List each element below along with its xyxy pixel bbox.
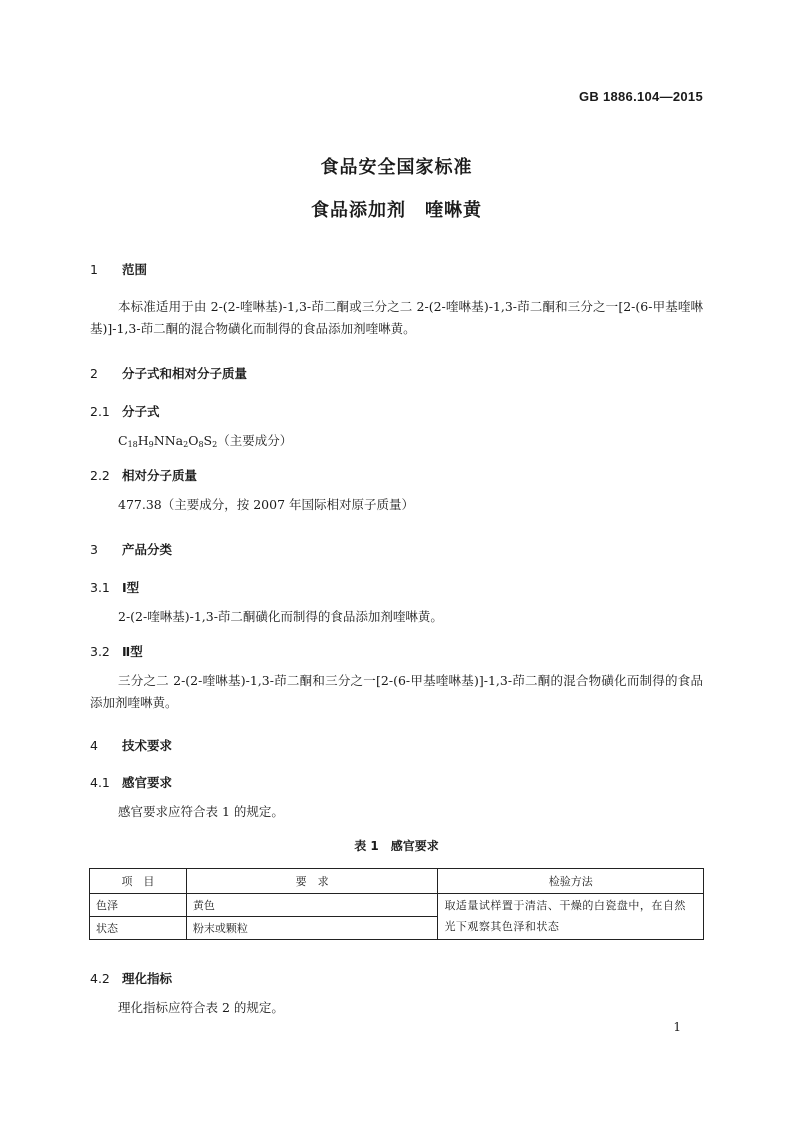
row-item: 状态 [90,917,187,940]
subsection-title: Ⅱ型 [122,644,143,659]
section-3-2-heading [90,642,143,660]
sensory-paragraph: 感官要求应符合表 1 的规定。 [118,804,284,819]
row-requirement: 粉末或颗粒 [186,917,438,940]
section-title: 范围 [122,262,148,277]
type-2-paragraph: 三分之二 2-(2-喹啉基)-1,3-茚二酮和三分之一[2-(6-甲基喹啉基)]-1,3-茚二酮的混合物磺化而制得的食品添加剂喹啉黄。 [90,673,703,710]
section-1-heading [90,260,147,278]
section-3-heading [90,540,172,558]
table-row [90,894,704,917]
section-title: 分子式和相对分子质量 [122,366,248,381]
section-number: 4 [90,738,98,753]
section-2-2-heading [90,466,197,484]
subsection-title: Ⅰ型 [122,580,140,595]
subsection-number: 4.2 [90,971,110,986]
table-header-row [90,869,704,894]
subsection-title: 相对分子质量 [122,468,198,483]
standard-number: GB 1886.104—2015 [578,89,703,104]
section-number: 1 [90,262,98,277]
section-3-1-heading [90,578,139,596]
section-title: 产品分类 [122,542,173,557]
section-number: 3 [90,542,98,557]
section-number: 2 [90,366,98,381]
header-method: 检验方法 [438,869,704,894]
section-title: 技术要求 [122,738,173,753]
header-requirement: 要 求 [186,869,438,894]
subsection-number: 3.2 [90,644,110,659]
doc-title: 食品安全国家标准 [320,157,473,178]
subsection-title: 分子式 [122,404,160,419]
molecular-mass: 477.38（主要成分，按 2007 年国际相对原子质量） [118,497,414,512]
section-2-heading [90,364,247,382]
section-4-1-heading [90,773,172,791]
section-4-2-heading [90,969,172,987]
subsection-number: 2.2 [90,468,110,483]
sensory-requirements-table [89,868,704,940]
section-1-paragraph: 本标准适用于由 2-(2-喹啉基)-1,3-茚二酮或三分之二 2-(2-喹啉基)-1,3-茚二酮和三分之一[2-(6-甲基喹啉基)]-1,3-茚二酮的混合物磺化而制得的食品添加剂喹啉黄。 [90,299,703,336]
table-1-caption: 表 1 感官要求 [354,839,439,853]
doc-subtitle: 食品添加剂 喹啉黄 [311,200,482,221]
type-1-paragraph: 2-(2-喹啉基)-1,3-茚二酮磺化而制得的食品添加剂喹啉黄。 [118,609,443,624]
subsection-number: 2.1 [90,404,110,419]
row-item: 色泽 [90,894,187,917]
section-4-heading [90,736,172,754]
section-2-1-heading [90,402,160,420]
subsection-number: 3.1 [90,580,110,595]
page-number: 1 [673,1020,681,1034]
header-item: 项 目 [90,869,187,894]
subsection-title: 感官要求 [122,775,173,790]
physchem-paragraph: 理化指标应符合表 2 的规定。 [118,1000,284,1015]
row-requirement: 黄色 [186,894,438,917]
subsection-number: 4.1 [90,775,110,790]
subsection-title: 理化指标 [122,971,173,986]
molecular-formula: $C_{18}H_9NNa_2O_8S_2$（主要成分） [118,433,293,449]
inspection-method: 取适量试样置于清洁、干燥的白瓷盘中，在自然光下观察其色泽和状态 [438,894,704,940]
